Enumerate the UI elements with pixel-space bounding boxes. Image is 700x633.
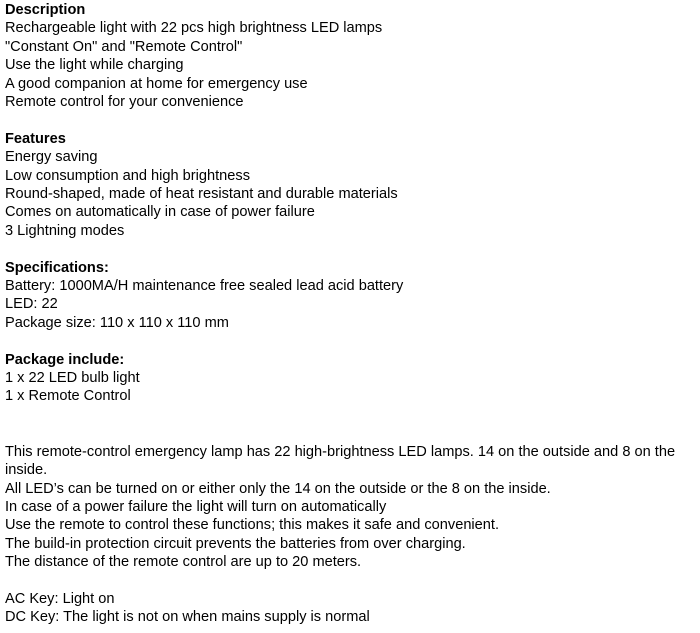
features-line: Low consumption and high brightness [5,167,251,184]
body-text-line: In case of a power failure the light will turn on automatically [5,498,387,515]
body-text-line: Use the remote to control these functions; this makes it safe and convenient. [5,517,500,534]
description-line: "Constant On" and "Remote Control" [5,38,243,55]
specifications-section [5,259,697,333]
description-section [5,1,697,111]
description-line: Remote control for your convenience [5,94,244,111]
features-line: Round-shaped, made of heat resistant and durable materials [5,186,398,203]
body-text-line: The build-in protection circuit prevents the batteries from over charging. [5,535,466,552]
features-line: Energy saving [5,149,98,166]
description-line: A good companion at home for emergency use [5,75,308,92]
key-line: AC Key: Light on [5,590,115,607]
package-line: 1 x Remote Control [5,388,131,405]
keys-section [5,590,697,627]
description-line: Use the light while charging [5,57,184,74]
spacer [5,572,697,590]
spacer [5,111,697,129]
key-line: DC Key: The light is not on when mains supply is normal [5,609,370,626]
body-text-line: The distance of the remote control are up to 20 meters. [5,554,362,571]
features-line: Comes on automatically in case of power failure [5,204,315,221]
features-section [5,130,697,240]
spacer [5,406,697,443]
body-text-line: All LED’s can be turned on or either only the 14 on the outside or the 8 on the inside. [5,480,551,497]
product-document [5,1,697,627]
body-text-section [5,443,697,572]
package-section [5,351,697,406]
description-heading: Description [5,2,86,18]
specifications-line: Battery: 1000MA/H maintenance free sealed lead acid battery [5,278,404,295]
specifications-line: LED: 22 [5,296,58,313]
package-heading: Package include: [5,351,125,368]
description-line: Rechargeable light with 22 pcs high brightness LED lamps [5,20,383,37]
features-heading: Features [5,130,66,147]
package-line: 1 x 22 LED bulb light [5,370,140,387]
specifications-heading: Specifications: [5,259,109,276]
spacer [5,240,697,258]
body-text-line: This remote-control emergency lamp has 22 high-brightness LED lamps. 14 on the outside and 8 on the inside. [5,443,676,479]
specifications-line: Package size: 110 x 110 x 110 mm [5,314,229,331]
features-line: 3 Lightning modes [5,222,125,239]
spacer [5,332,697,350]
